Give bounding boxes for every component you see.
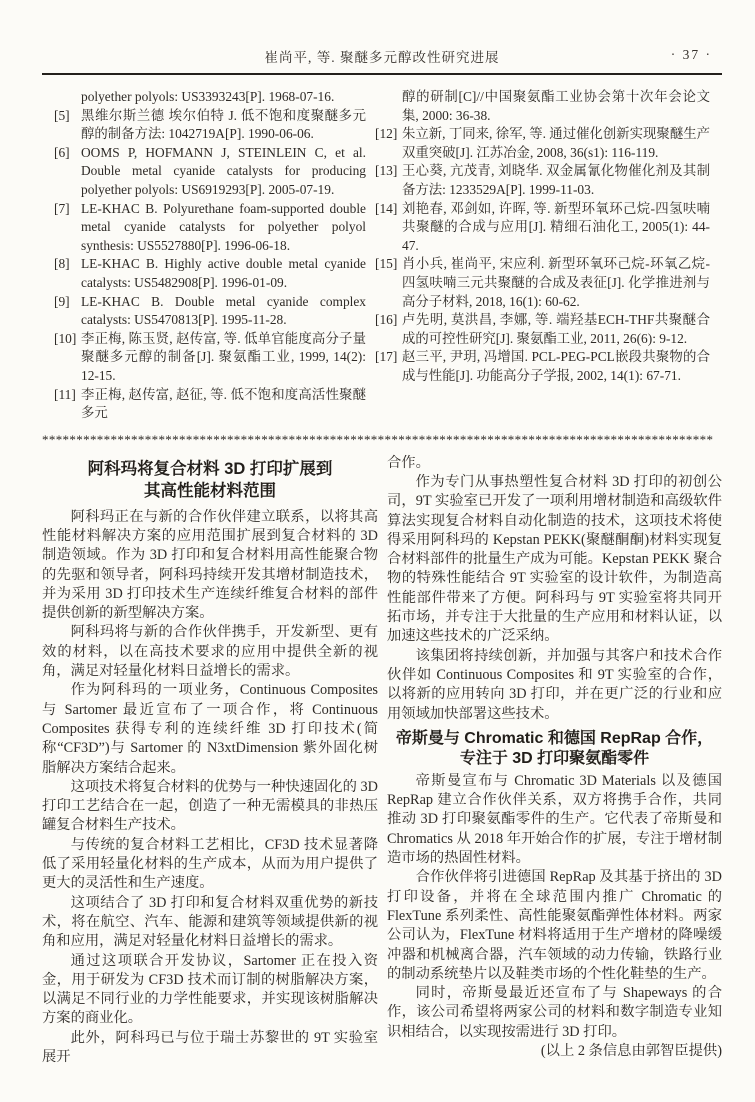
reference-item — [54, 255, 366, 292]
reference-item — [54, 386, 366, 423]
references-column-right — [375, 88, 710, 423]
article-paragraph: 帝斯曼宣布与 Chromatic 3D Materials 以及德国 RepRap 建立合作伙伴关系，双方将携手合作，共同推动 3D 打印聚氨酯零件的生产。它代表了帝斯曼和 Chromatics 从 2018 年开始合作的扩展，专注于增材制造市场的热固性材料。 — [387, 772, 722, 867]
article-paragraph: 作为阿科玛的一项业务，Continuous Composites 与 Sartomer 最近宣布了一项合作，将 Continuous Composites 获得专利的连续纤维 3D 打印技术(简称“CF3D”)与 Sartomer 的 N3xtDimension 紫外固化树脂解决方案结合起来。 — [42, 682, 378, 776]
reference-item — [375, 348, 710, 385]
reference-text: 朱立新, 丁同来, 徐军, 等. 通过催化创新实现聚醚生产双重突破[J]. 江苏冶金, 2008, 36(s1): 116-119. — [402, 126, 710, 160]
running-title: 崔尚平, 等. 聚醚多元醇改性研究进展 — [264, 50, 500, 65]
reference-number: [17] — [375, 349, 398, 365]
reference-item — [54, 200, 366, 256]
references-section — [42, 88, 722, 423]
reference-item — [54, 144, 366, 200]
page-number: · 37 · — [670, 47, 712, 62]
article1-title-line1: 阿科玛将复合材料 3D 打印扩展到 — [87, 459, 333, 478]
reference-text: polyether polyols: US3393243[P]. 1968-07-16. — [81, 89, 335, 104]
header-rule — [42, 73, 722, 75]
reference-number: [5] — [54, 107, 70, 123]
article-paragraph: 与传统的复合材料工艺相比，CF3D 技术显著降低了采用轻量化材料的生产成本，从而为用户提供了更大的灵活性和生产速度。 — [42, 836, 378, 892]
reference-item — [375, 88, 710, 125]
article-column-left — [42, 454, 378, 1068]
reference-number: [14] — [375, 200, 398, 216]
reference-number: [9] — [54, 293, 70, 309]
reference-number: [11] — [54, 386, 76, 402]
article-paragraph: 此外，阿科玛已与位于瑞士苏黎世的 9T 实验室展开 — [42, 1029, 378, 1065]
references-column-left — [42, 88, 366, 423]
reference-number: [8] — [54, 256, 70, 272]
article1-body-right — [387, 473, 722, 724]
reference-text: OOMS P, HOFMANN J, STEINLEIN C, et al. Double metal cyanide catalysts for producing polyether polyols: US6919293[P]. 2005-07-19. — [81, 144, 366, 197]
article1-continuation: 合作。 — [387, 454, 430, 471]
article-paragraph: 该集团将持续创新，并加强与其客户和技术合作伙伴如 Continuous Composites 和 9T 实验室的合作，以将新的应用转向 3D 打印，并在更广泛的行业和应用领域加快部署这些技术。 — [387, 647, 722, 722]
reference-text: LE-KHAC B. Double metal cyanide complex catalysts: US5470813[P]. 1995-11-28. — [81, 293, 366, 328]
page-header — [42, 46, 722, 66]
article-paragraph: 通过这项联合开发协议，Sartomer 正在投入资金，用于研发为 CF3D 技术而订制的树脂解决方案，以满足不同行业的力学性能要求，并实现该树脂解决方案的商业化。 — [42, 952, 378, 1027]
article-paragraph: 作为专门从事热塑性复合材料 3D 打印的初创公司，9T 实验室已开发了一项利用增材制造和高级软件算法实现复合材料自动化制造的技术，这项技术将使得采用阿科玛的 Kepstan PEKK(聚醚酮酮)材料实现复合材料部件的批量生产成为可能。Kepstan PEKK 聚合物的特殊性能结合 9T 实验室的设计软件，为制造高性能部件带来了方便。阿科玛与 9T 实验室将共同开拓市场，并专注于大批量的生产应用和材料认证，以加速这些技术的广泛采纳。 — [387, 473, 722, 645]
article-paragraph: 这项结合了 3D 打印和复合材料双重优势的新技术，将在航空、汽车、能源和建筑等领域提供新的视角和应用，满足对轻量化材料日益增长的需求。 — [42, 894, 378, 950]
reference-number: [12] — [375, 126, 398, 142]
article-paragraph: 同时，帝斯曼最近还宣布了与 Shapeways 的合作，该公司希望将两家公司的材料和数字制造专业知识相结合，以实现按需进行 3D 打印。 — [387, 985, 722, 1040]
reference-text: 肖小兵, 崔尚平, 宋应利. 新型环氧环己烷-环氧乙烷-四氢呋喃三元共聚醚的合成及表征[J]. 化学推进剂与高分子材料, 2018, 16(1): 60-62. — [402, 256, 710, 309]
reference-number: [10] — [54, 330, 77, 346]
article1-title-line2: 其高性能材料范围 — [144, 481, 276, 500]
reference-item — [54, 88, 366, 107]
reference-item — [375, 311, 710, 348]
reference-number: [13] — [375, 163, 398, 179]
article-paragraph: 这项技术将复合材料的优势与一种快速固化的 3D 打印工艺结合在一起，创造了一种无需模具的非热压罐复合材料生产技术。 — [42, 778, 378, 834]
reference-text: 刘艳春, 邓剑如, 许晖, 等. 新型环氧环己烷-四氢呋喃共聚醚的合成与应用[J]. 精细石油化工, 2005(1): 44-47. — [402, 200, 710, 253]
reference-item — [375, 200, 710, 256]
asterisk-divider: ************************************************************************************************** — [42, 431, 714, 447]
article-column-right — [387, 454, 722, 1068]
reference-item — [54, 293, 366, 330]
reference-text: LE-KHAC B. Highly active double metal cyanide catalysts: US5482908[P]. 1996-01-09. — [81, 256, 366, 290]
article2-title — [387, 729, 722, 769]
reference-number: [16] — [375, 312, 398, 328]
reference-text: 李正梅, 陈玉贤, 赵传富, 等. 低单官能度高分子量聚醚多元醇的制备[J]. 聚氨酯工业, 1999, 14(2): 12-15. — [81, 330, 366, 383]
article2-title-line2: 专注于 3D 打印聚氨酯零件 — [459, 749, 650, 767]
article-paragraph: 阿科玛将与新的合作伙伴携手，开发新型、更有效的材料，以在高技术要求的应用中提供全新的视角，满足对轻量化材料日益增长的需求。 — [42, 624, 378, 680]
reference-number: [15] — [375, 256, 398, 272]
reference-text: 赵三平, 尹玥, 冯增国. PCL-PEG-PCL嵌段共聚物的合成与性能[J]. 功能高分子学报, 2002, 14(1): 67-71. — [402, 349, 710, 383]
reference-text: LE-KHAC B. Polyurethane foam-supported double metal cyanide catalysts for polyether polyol synthesis: US5527880[P]. 1996-06-18. — [81, 200, 366, 253]
reference-number: [7] — [54, 200, 70, 216]
reference-item — [54, 330, 366, 386]
articles-section — [42, 454, 722, 1068]
article1-title — [42, 458, 378, 502]
reference-text: 卢先明, 莫洪昌, 李娜, 等. 端羟基ECH-THF共聚醚合成的可控性研究[J]. 聚氨酯工业, 2011, 26(6): 9-12. — [402, 312, 710, 346]
credit-line: (以上 2 条信息由郭智臣提供) — [540, 1043, 722, 1059]
reference-item — [375, 162, 710, 199]
reference-text: 王心葵, 亢茂青, 刘晓华. 双金属氰化物催化剂及其制备方法: 1233529A[P]. 1999-11-03. — [402, 163, 710, 197]
article-paragraph: 合作伙伴将引进德国 RepRap 及其基于挤出的 3D 打印设备，并将在全球范围内推广 Chromatic 的 FlexTune 系列柔性、高性能聚氨酯弹性体材料。两家公司认为，FlexTune 材料将适用于生产增材的降噪缓冲器和机械离合器，汽车领域的动力传输，铁路行业的制动系统垫片以及鞋类市场的个性化鞋垫的生产。 — [387, 869, 722, 982]
reference-text: 黑维尔斯兰德 埃尔伯特 J. 低不饱和度聚醚多元醇的制备方法: 1042719A[P]. 1990-06-06. — [81, 107, 366, 142]
reference-number: [6] — [54, 144, 70, 160]
reference-text: 李正梅, 赵传富, 赵征, 等. 低不饱和度高活性聚醚多元 — [81, 386, 366, 421]
article2-body — [387, 772, 722, 1042]
reference-text: 醇的研制[C]//中国聚氨酯工业协会第十次年会论文集, 2000: 36-38. — [402, 89, 710, 123]
reference-item — [54, 107, 366, 144]
article2-title-line1: 帝斯曼与 Chromatic 和德国 RepRap 合作， — [395, 729, 714, 747]
reference-item — [375, 125, 710, 162]
reference-item — [375, 255, 710, 311]
article-paragraph: 阿科玛正在与新的合作伙伴建立联系，以将其高性能材料解决方案的应用范围扩展到复合材料的 3D 制造领域。作为 3D 打印和复合材料用高性能聚合物的先驱和领导者，阿科玛持续开发其增材制造技术，并为采用 3D 打印技术生产连续纤维复合材料的部件提供创新的新型解决方案。 — [42, 508, 378, 622]
article1-body-left — [42, 508, 378, 1068]
